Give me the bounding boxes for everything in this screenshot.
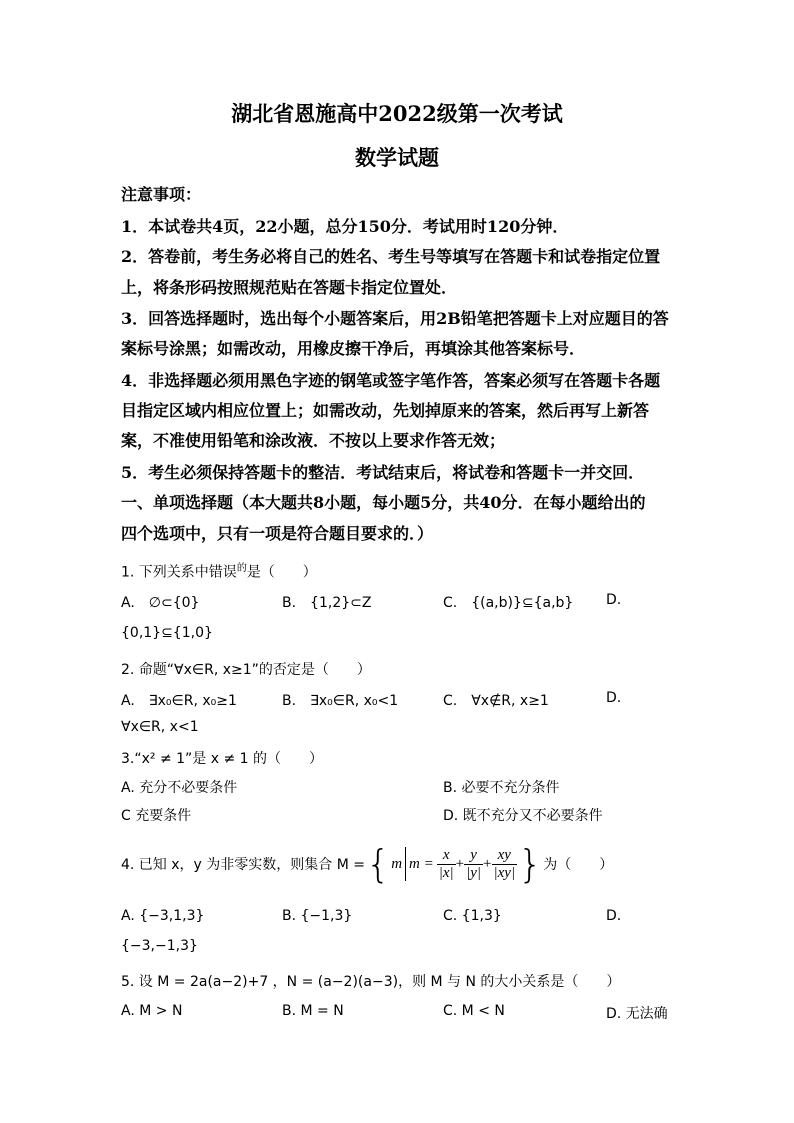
section-heading: 一、单项选择题（本大题共8小题，每小题5分，共40分．在每小题给出的	[121, 493, 646, 512]
left-brace: {	[366, 842, 391, 886]
q3-option-c: C 充要条件	[121, 808, 192, 824]
q2-option-d: D.	[606, 690, 622, 706]
q5-option-b: B. M = N	[282, 1003, 344, 1019]
q4-option-c: C. {1,3}	[443, 908, 502, 924]
exam-title: 湖北省恩施高中2022级第一次考试	[231, 101, 563, 126]
notes-line: 案标号涂黑；如需改动，用橡皮擦干净后，再填涂其他答案标号．	[121, 339, 586, 358]
q5-option-c: C. M < N	[443, 1003, 505, 1019]
q2-option-c: C. ∀x∉R, x≥1	[443, 693, 549, 709]
q5-option-d: D. 无法确	[606, 1006, 668, 1022]
section-heading: 四个选项中，只有一项是符合题目要求的．）	[121, 524, 434, 543]
fraction-y: $\frac{y}{|y|}$	[466, 846, 482, 881]
exam-subtitle: 数学试题	[355, 145, 439, 170]
fraction-xy: $\frac{xy}{|xy|}$	[493, 846, 516, 881]
right-brace: }	[518, 842, 543, 886]
notes-line: 上，将条形码按照规范贴在答题卡指定位置处．	[121, 278, 458, 297]
q1-option-d-content: {0,1}⊆{1,0}	[121, 625, 213, 641]
q1-option-d: D.	[606, 592, 622, 608]
notes-line: 案，不准使用铅笔和涂改液．不按以上要求作答无效；	[121, 431, 506, 450]
notes-line: 2．答卷前，考生务必将自己的姓名、考生号等填写在答题卡和试卷指定位置	[121, 247, 661, 266]
set-divider	[405, 847, 406, 881]
notes-line: 目指定区域内相应位置上；如需改动，先划掉原来的答案，然后再写上新答	[121, 401, 650, 420]
q2-option-b: B. ∃x₀∈R, x₀<1	[282, 693, 399, 709]
q2-option-d-content: ∀x∈R, x<1	[121, 719, 199, 735]
q3-option-a: A. 充分不必要条件	[121, 780, 238, 796]
q3-option-d: D. 既不充分又不必要条件	[443, 808, 603, 824]
question-4-stem: 4. 已知 x，y 为非零实数，则集合 M = { m m = $\frac{x}{|x|}$ + $\frac{y}{|y|}$ + $\frac{xy}{|xy|}$ } 为（ ）	[121, 842, 614, 886]
question-3-stem: 3.“x² ≠ 1”是 x ≠ 1 的（ ）	[121, 751, 324, 767]
q4-option-b: B. {−1,3}	[282, 908, 353, 924]
q1-option-c: C. {(a,b)}⊆{a,b}	[443, 595, 574, 611]
q4-option-d-content: {−3,−1,3}	[121, 938, 198, 954]
notes-line: 5．考生必须保持答题卡的整洁．考试结束后，将试卷和答题卡一并交回．	[121, 463, 645, 482]
q4-option-a: A. {−3,1,3}	[121, 908, 205, 924]
question-2-stem: 2. 命题“∀x∈R, x≥1”的否定是（ ）	[121, 662, 371, 678]
q5-option-a: A. M > N	[121, 1003, 183, 1019]
q1-option-b: B. {1,2}⊂Z	[282, 595, 372, 611]
q1-option-a: A. ∅⊂{0}	[121, 595, 200, 611]
q3-option-b: B. 必要不充分条件	[443, 780, 560, 796]
notes-line: 4．非选择题必须用黑色字迹的钢笔或签字笔作答，答案必须写在答题卡各题	[121, 371, 661, 390]
question-5-stem: 5. 设 M = 2a(a−2)+7 ，N = (a−2)(a−3)，则 M 与 N 的大小关系是（ ）	[121, 974, 621, 990]
notes-heading: 注意事项：	[121, 185, 202, 204]
q2-option-a: A. ∃x₀∈R, x₀≥1	[121, 693, 237, 709]
fraction-x: $\frac{x}{|x|}$	[438, 846, 454, 881]
question-1-stem: 1. 下列关系中错误$^的$是（ ）	[121, 563, 317, 581]
notes-line: 1．本试卷共4页，22小题，总分150分．考试用时120分钟．	[121, 217, 569, 236]
q4-option-d: D.	[606, 908, 622, 924]
notes-line: 3．回答选择题时，选出每个小题答案后，用2B铅笔把答题卡上对应题目的答	[121, 309, 669, 328]
